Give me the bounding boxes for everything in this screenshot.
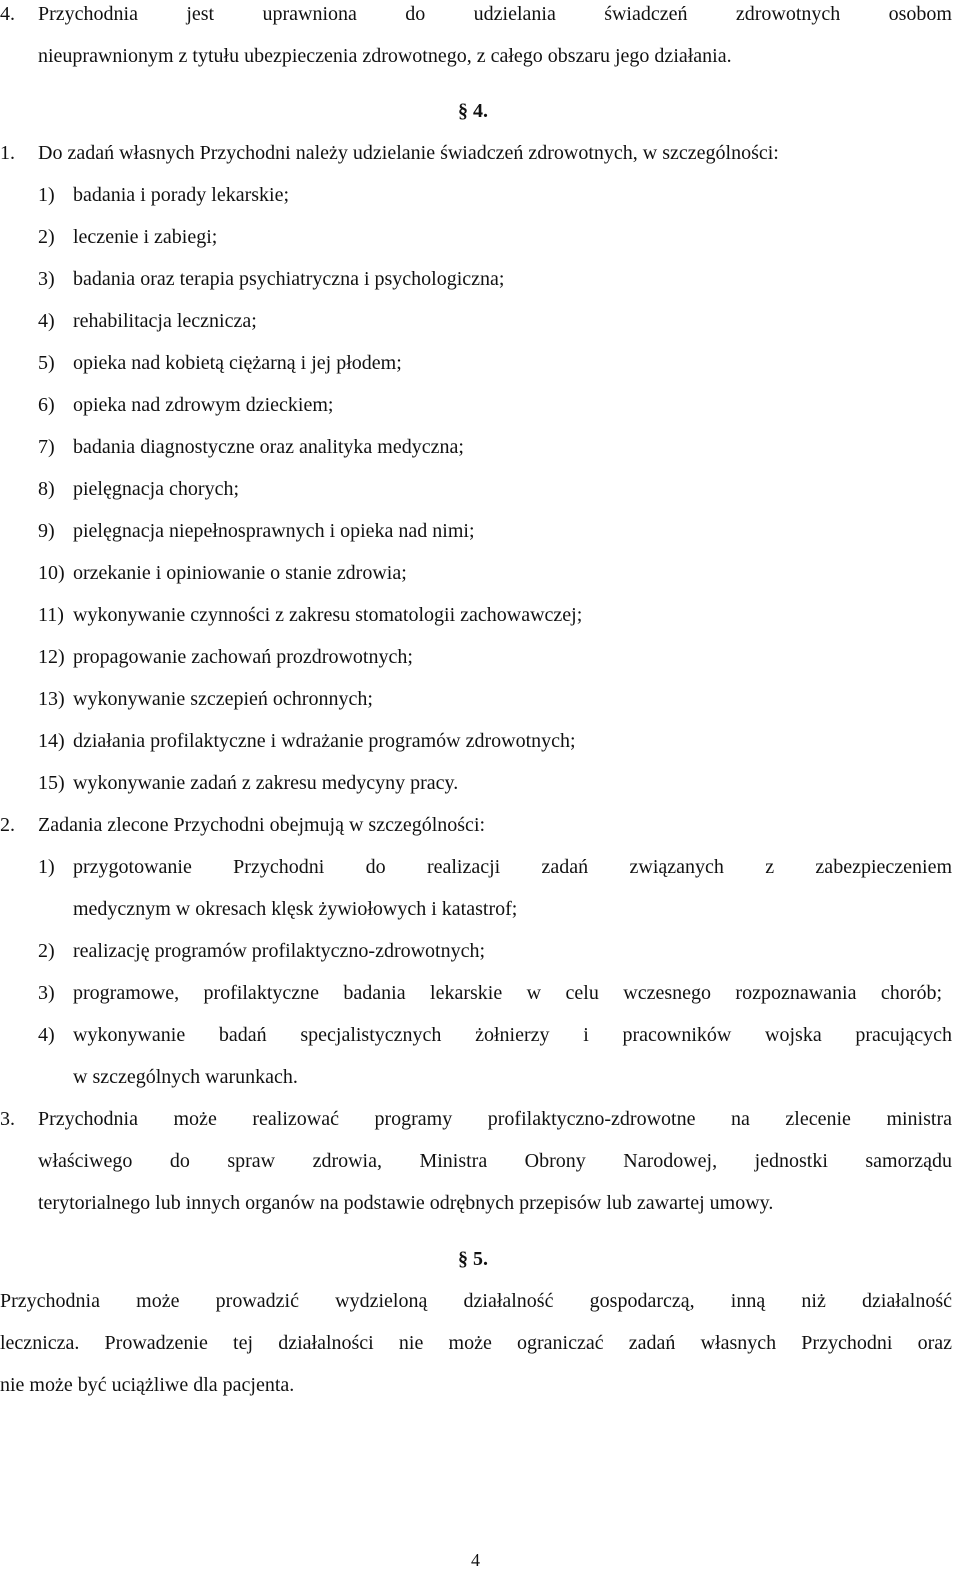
list-item: badania oraz terapia psychiatryczna i psychologiczna; [73, 268, 505, 290]
list-item: wykonywanie zadań z zakresu medycyny pracy. [73, 772, 459, 794]
list-item: wykonywanie szczepień ochronnych; [73, 688, 373, 710]
paragraph-line: Zadania zlecone Przychodni obejmują w szczególności: [38, 814, 486, 836]
list-item: działania profilaktyczne i wdrażanie programów zdrowotnych; [73, 730, 576, 752]
paragraph-line: terytorialnego lub innych organów na podstawie odrębnych przepisów lub zawartej umowy. [38, 1192, 774, 1214]
page-number: 4 [471, 1550, 480, 1570]
paragraph-number: 4. [0, 3, 15, 25]
list-item-number: 3) [38, 268, 55, 290]
list-item-continuation: medycznym w okresach klęsk żywiołowych i katastrof; [73, 898, 518, 920]
list-item: orzekanie i opiniowanie o stanie zdrowia; [73, 562, 407, 584]
list-item-number: 2) [38, 940, 55, 962]
list-item-number: 10) [38, 562, 65, 584]
list-item: programowe, profilaktyczne badania lekarskie w celu wczesnego rozpoznawania chorób; [73, 982, 942, 1004]
list-item-number: 8) [38, 478, 55, 500]
list-item: badania i porady lekarskie; [73, 184, 290, 206]
list-item: pielęgnacja niepełnosprawnych i opieka nad nimi; [73, 520, 475, 542]
paragraph-line: Przychodnia jest uprawniona do udzielania świadczeń zdrowotnych osobom [38, 3, 952, 25]
section-heading: § 4. [458, 100, 488, 122]
list-item-number: 11) [38, 604, 64, 626]
list-item-number: 7) [38, 436, 55, 458]
list-item-number: 1) [38, 856, 55, 878]
list-item-number: 9) [38, 520, 55, 542]
list-item-number: 14) [38, 730, 65, 752]
paragraph-number: 1. [0, 142, 15, 164]
list-item-number: 4) [38, 310, 55, 332]
list-item: propagowanie zachowań prozdrowotnych; [73, 646, 413, 668]
list-item: przygotowanie Przychodni do realizacji zadań związanych z zabezpieczeniem [73, 856, 952, 878]
list-item-number: 12) [38, 646, 65, 668]
paragraph-number: 2. [0, 814, 15, 836]
paragraph-number: 3. [0, 1108, 15, 1130]
list-item: opieka nad zdrowym dzieckiem; [73, 394, 334, 416]
list-item: wykonywanie badań specjalistycznych żołnierzy i pracowników wojska pracujących [73, 1024, 952, 1046]
list-item-number: 6) [38, 394, 55, 416]
list-item: badania diagnostyczne oraz analityka medyczna; [73, 436, 464, 458]
paragraph-line: nieuprawnionym z tytułu ubezpieczenia zdrowotnego, z całego obszaru jego działania. [38, 45, 732, 67]
paragraph-line: nie może być uciążliwe dla pacjenta. [0, 1374, 295, 1396]
list-item: opieka nad kobietą ciężarną i jej płodem; [73, 352, 402, 374]
paragraph-line: właściwego do spraw zdrowia, Ministra Obrony Narodowej, jednostki samorządu [38, 1150, 952, 1172]
paragraph-line: Przychodnia może realizować programy profilaktyczno-zdrowotne na zlecenie ministra [38, 1108, 952, 1130]
paragraph-line: lecznicza. Prowadzenie tej działalności nie może ograniczać zadań własnych Przychodni oraz [0, 1332, 952, 1354]
list-item-number: 2) [38, 226, 55, 248]
list-item-number: 5) [38, 352, 55, 374]
list-item-number: 1) [38, 184, 55, 206]
paragraph-line: Do zadań własnych Przychodni należy udzielanie świadczeń zdrowotnych, w szczególności: [38, 142, 779, 164]
list-item-number: 15) [38, 772, 65, 794]
list-item: wykonywanie czynności z zakresu stomatologii zachowawczej; [73, 604, 583, 626]
list-item: rehabilitacja lecznicza; [73, 310, 257, 332]
list-item: leczenie i zabiegi; [73, 226, 218, 248]
list-item-number: 4) [38, 1024, 55, 1046]
section-heading: § 5. [458, 1248, 488, 1270]
list-item: pielęgnacja chorych; [73, 478, 240, 500]
list-item: realizację programów profilaktyczno-zdrowotnych; [73, 940, 486, 962]
list-item-continuation: w szczególnych warunkach. [73, 1066, 298, 1088]
paragraph-line: Przychodnia może prowadzić wydzieloną działalność gospodarczą, inną niż działalność [0, 1290, 952, 1312]
list-item-number: 13) [38, 688, 65, 710]
list-item-number: 3) [38, 982, 55, 1004]
